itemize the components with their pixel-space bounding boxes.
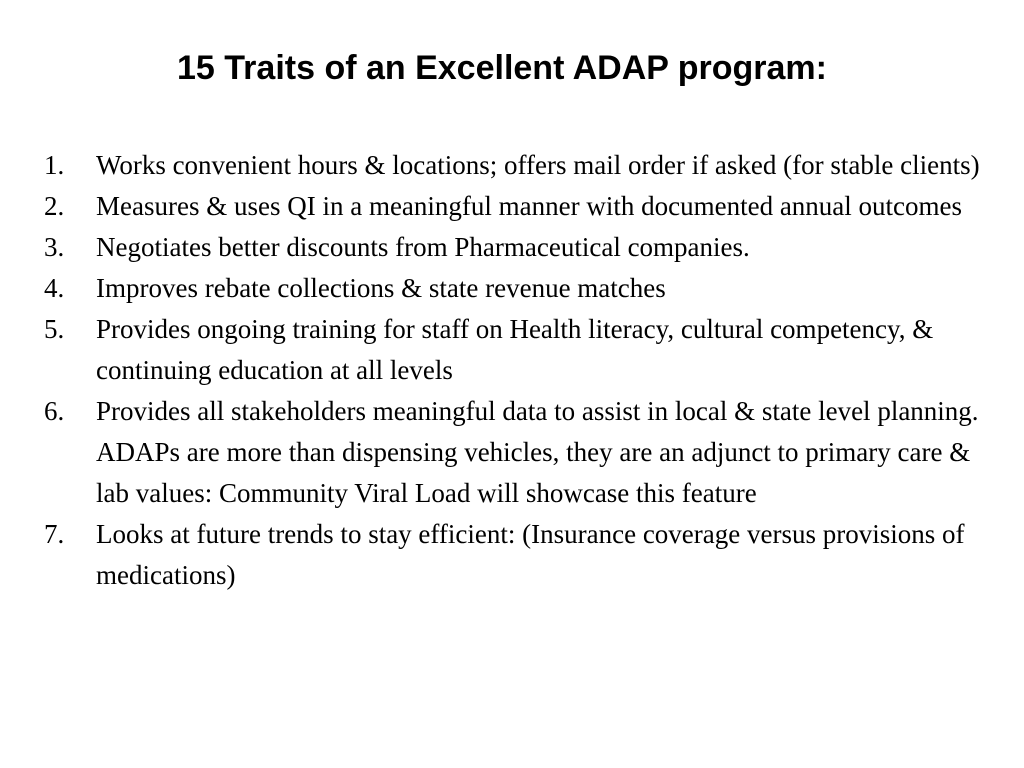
trait-number: 2. (44, 191, 65, 221)
trait-text: Works convenient hours & locations; offers mail order if asked (for stable clients) (96, 150, 980, 180)
trait-text: Provides all stakeholders meaningful data to assist in local & state level planning. ADAPs are more than dispensing vehicles, they are an adjunct to primary care & lab values: Community Viral Load will showcase this feature (96, 396, 979, 508)
trait-item-3 (44, 227, 994, 268)
trait-text: Negotiates better discounts from Pharmaceutical companies. (96, 232, 750, 262)
slide-title: 15 Traits of an Excellent ADAP program: (177, 49, 827, 87)
trait-number: 1. (44, 150, 65, 180)
trait-list (44, 145, 994, 596)
trait-item-7 (44, 514, 994, 596)
trait-number: 5. (44, 314, 65, 344)
trait-text: Measures & uses QI in a meaningful manner with documented annual outcomes (96, 191, 963, 221)
trait-item-2 (44, 186, 994, 227)
trait-text: Provides ongoing training for staff on Health literacy, cultural competency, & continuing education at all levels (96, 314, 934, 385)
trait-text: Looks at future trends to stay efficient: (Insurance coverage versus provisions of medications) (96, 519, 965, 590)
trait-text: Improves rebate collections & state revenue matches (96, 273, 666, 303)
trait-number: 7. (44, 519, 65, 549)
trait-item-4 (44, 268, 994, 309)
trait-item-5 (44, 309, 994, 391)
trait-number: 4. (44, 273, 65, 303)
trait-number: 6. (44, 396, 65, 426)
trait-item-6 (44, 391, 994, 514)
trait-number: 3. (44, 232, 65, 262)
trait-item-1 (44, 145, 994, 186)
